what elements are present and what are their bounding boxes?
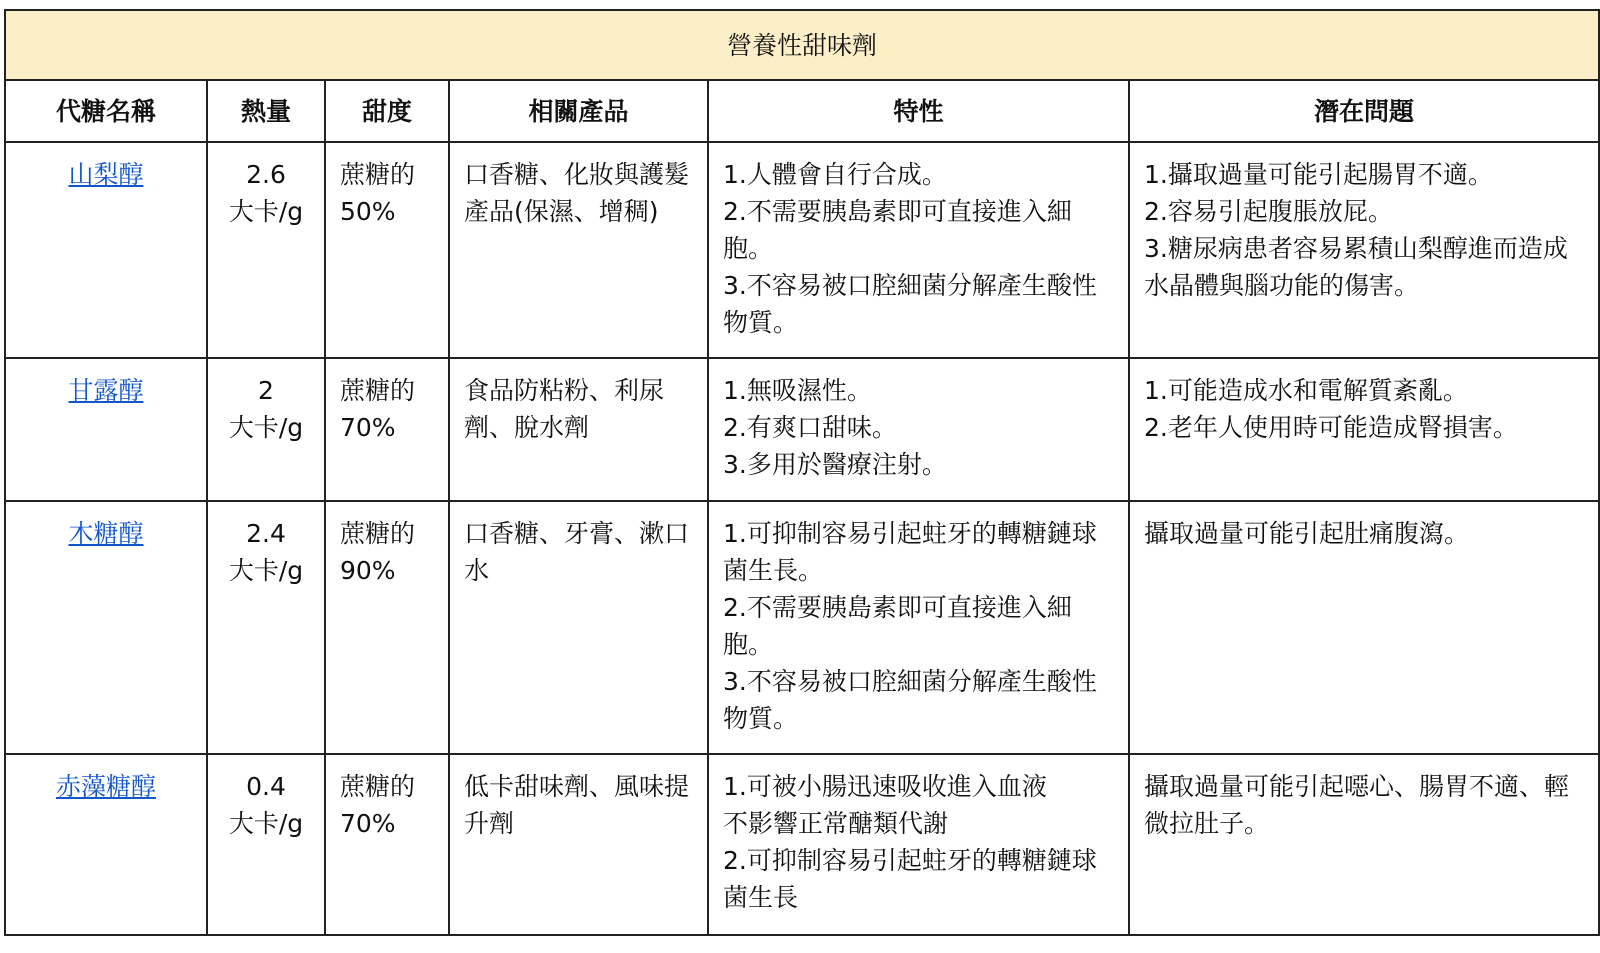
issue-line: 1.攝取過量可能引起腸胃不適。 bbox=[1144, 160, 1493, 189]
sweetener-table bbox=[4, 9, 1600, 936]
header-name: 代糖名稱 bbox=[5, 80, 207, 142]
sweetener-link-sorbitol[interactable]: 山梨醇 bbox=[68, 160, 144, 189]
header-sweetness: 甜度 bbox=[325, 80, 449, 142]
name-cell bbox=[5, 501, 207, 754]
header-products: 相關產品 bbox=[449, 80, 708, 142]
sweetness-prefix: 蔗糖的 bbox=[340, 772, 416, 801]
name-cell bbox=[5, 142, 207, 358]
calories-unit: 大卡/g bbox=[228, 413, 304, 442]
calories-cell bbox=[207, 142, 325, 358]
sweetness-cell bbox=[325, 754, 449, 935]
products-cell: 口香糖、化妝與護髮產品(保濕、增稠) bbox=[449, 142, 708, 358]
issues-cell bbox=[1129, 501, 1599, 754]
feature-line: 1.人體會自行合成。 bbox=[723, 160, 947, 189]
sweetener-link-erythritol[interactable]: 赤藻糖醇 bbox=[55, 772, 156, 801]
calories-unit: 大卡/g bbox=[228, 197, 304, 226]
sweetness-prefix: 蔗糖的 bbox=[340, 519, 416, 548]
calories-cell bbox=[207, 358, 325, 501]
calories-cell bbox=[207, 754, 325, 935]
features-cell bbox=[708, 754, 1129, 935]
table-title: 營養性甜味劑 bbox=[5, 10, 1599, 80]
sweetener-table-container bbox=[4, 9, 1598, 936]
sweetener-link-mannitol[interactable]: 甘露醇 bbox=[68, 376, 144, 405]
issue-line: 3.糖尿病患者容易累積山梨醇進而造成水晶體與腦功能的傷害。 bbox=[1144, 234, 1568, 300]
sweetener-link-xylitol[interactable]: 木糖醇 bbox=[68, 519, 144, 548]
calories-cell bbox=[207, 501, 325, 754]
sweetness-cell bbox=[325, 358, 449, 501]
feature-line: 1.可被小腸迅速吸收進入血液 bbox=[723, 772, 1047, 801]
table-row bbox=[5, 754, 1599, 935]
sweetness-value: 50% bbox=[340, 197, 396, 226]
feature-line: 2.有爽口甜味。 bbox=[723, 413, 897, 442]
issue-line: 攝取過量可能引起噁心、腸胃不適、輕微拉肚子。 bbox=[1144, 772, 1570, 838]
table-row bbox=[5, 358, 1599, 501]
header-calories: 熱量 bbox=[207, 80, 325, 142]
header-row bbox=[5, 80, 1599, 142]
products-cell: 低卡甜味劑、風味提升劑 bbox=[449, 754, 708, 935]
sweetness-cell bbox=[325, 501, 449, 754]
calories-value: 2 bbox=[258, 376, 274, 405]
header-issues: 潛在問題 bbox=[1129, 80, 1599, 142]
feature-line: 2.不需要胰島素即可直接進入細胞。 bbox=[723, 593, 1072, 659]
sweetness-prefix: 蔗糖的 bbox=[340, 376, 416, 405]
name-cell bbox=[5, 358, 207, 501]
sweetness-value: 70% bbox=[340, 809, 396, 838]
calories-value: 0.4 bbox=[246, 772, 286, 801]
features-cell bbox=[708, 142, 1129, 358]
calories-value: 2.4 bbox=[246, 519, 286, 548]
features-cell bbox=[708, 358, 1129, 501]
features-cell bbox=[708, 501, 1129, 754]
header-features: 特性 bbox=[708, 80, 1129, 142]
feature-line: 2.不需要胰島素即可直接進入細胞。 bbox=[723, 197, 1072, 263]
issue-line: 2.容易引起腹脹放屁。 bbox=[1144, 197, 1393, 226]
feature-line: 3.不容易被口腔細菌分解產生酸性物質。 bbox=[723, 667, 1097, 733]
issue-line: 攝取過量可能引起肚痛腹瀉。 bbox=[1144, 519, 1470, 548]
issues-cell bbox=[1129, 358, 1599, 501]
issues-cell bbox=[1129, 142, 1599, 358]
issue-line: 2.老年人使用時可能造成腎損害。 bbox=[1144, 413, 1518, 442]
feature-line: 1.無吸濕性。 bbox=[723, 376, 872, 405]
issues-cell bbox=[1129, 754, 1599, 935]
feature-line: 3.多用於醫療注射。 bbox=[723, 450, 947, 479]
table-row bbox=[5, 142, 1599, 358]
feature-line: 1.可抑制容易引起蛀牙的轉糖鏈球菌生長。 bbox=[723, 519, 1097, 585]
calories-value: 2.6 bbox=[246, 160, 286, 189]
products-cell: 口香糖、牙膏、漱口水 bbox=[449, 501, 708, 754]
products-cell: 食品防粘粉、利尿劑、脫水劑 bbox=[449, 358, 708, 501]
sweetness-value: 90% bbox=[340, 556, 396, 585]
calories-unit: 大卡/g bbox=[228, 809, 304, 838]
feature-line: 2.可抑制容易引起蛀牙的轉糖鏈球菌生長 bbox=[723, 846, 1097, 912]
name-cell bbox=[5, 754, 207, 935]
sweetness-value: 70% bbox=[340, 413, 396, 442]
feature-line: 不影響正常醣類代謝 bbox=[723, 809, 949, 838]
feature-line: 3.不容易被口腔細菌分解產生酸性物質。 bbox=[723, 271, 1097, 337]
issue-line: 1.可能造成水和電解質紊亂。 bbox=[1144, 376, 1468, 405]
sweetness-prefix: 蔗糖的 bbox=[340, 160, 416, 189]
calories-unit: 大卡/g bbox=[228, 556, 304, 585]
table-row bbox=[5, 501, 1599, 754]
sweetness-cell bbox=[325, 142, 449, 358]
title-row bbox=[5, 10, 1599, 80]
